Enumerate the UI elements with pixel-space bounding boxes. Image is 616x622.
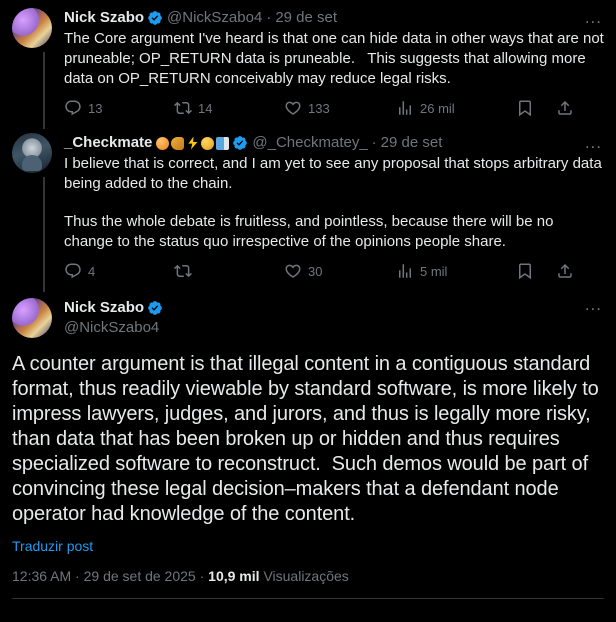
avatar[interactable] — [12, 8, 52, 48]
more-options-button[interactable]: ... — [584, 133, 602, 152]
retweet-count: 14 — [198, 100, 213, 116]
like-button[interactable] — [284, 99, 396, 117]
tweet-text: Thus the whole debate is fruitless, and pointless, because there will be no change to the status quo irrespective of the opinions people share. — [64, 213, 558, 250]
bookmark-icon — [516, 262, 534, 280]
share-icon — [556, 99, 574, 117]
reply-count: 4 — [88, 263, 96, 279]
tweet-header — [64, 8, 604, 28]
bookmark-button[interactable] — [516, 99, 534, 117]
tweet-actions — [64, 99, 574, 117]
book-emoji — [216, 137, 229, 150]
retweet-icon — [174, 262, 192, 280]
tweet-body — [64, 8, 609, 125]
share-button[interactable] — [556, 99, 574, 117]
avatar[interactable] — [12, 133, 52, 173]
tweet-text: I believe that is correct, and I am yet to see any proposal that stops arbitrary data being added to the chain. — [64, 155, 606, 192]
avatar-column — [12, 133, 52, 288]
verified-badge-icon — [232, 135, 248, 151]
retweet-button[interactable] — [174, 99, 284, 117]
tweet-date: 29 de set de 2025 — [83, 568, 196, 584]
author-handle[interactable]: @_Checkmatey_ — [252, 134, 368, 151]
tweet-metadata — [12, 568, 604, 598]
timestamp[interactable]: 29 de set — [275, 9, 338, 26]
author-name[interactable]: Nick Szabo — [64, 9, 145, 26]
more-options-button[interactable]: ... — [584, 295, 602, 314]
heart-icon — [284, 262, 302, 280]
views-button[interactable] — [396, 262, 516, 280]
like-count: 30 — [308, 263, 323, 279]
verified-badge-icon — [147, 300, 163, 316]
focused-tweet — [0, 288, 616, 598]
tweet-actions — [64, 262, 574, 280]
timestamp[interactable]: 29 de set — [380, 134, 443, 151]
author-line — [64, 298, 163, 318]
tweet-header — [64, 133, 604, 153]
heart-icon — [284, 99, 302, 117]
author-handle[interactable]: @NickSzabo4 — [64, 319, 160, 336]
focused-tweet-text: A counter argument is that illegal content in a contiguous standard format, thus readily viewable by standard software, is more likely to impress lawyers, judges, and jurors, and thus is legally more risky, than data that has been broken up or hidden and thus requires specialized software to reconstruct. Such demos would be part of convincing these legal decision–makers that a defendant node operator had knowledge of the content. — [12, 353, 605, 525]
author-block — [64, 298, 163, 338]
tweet-text: The Core argument I've heard is that one can hide data in other ways that are not pruneable; OP_RETURN data is pruneable. This suggests that allowing more data on OP_RETURN conceivably may reduce legal risks. — [64, 30, 609, 87]
retweet-button[interactable] — [174, 262, 284, 280]
header-separator: · — [371, 134, 377, 151]
lightning-bolt-emoji — [186, 137, 199, 150]
author-handle[interactable]: @NickSzabo4 — [167, 9, 263, 26]
avatar-column — [12, 8, 52, 125]
views-count: 5 mil — [420, 263, 448, 279]
views-count: 26 mil — [420, 100, 455, 116]
views-button[interactable] — [396, 99, 516, 117]
orange-circle-emoji — [156, 137, 169, 150]
views-label: Visualizações — [263, 568, 349, 584]
share-icon — [556, 262, 574, 280]
reply-button[interactable] — [64, 99, 174, 117]
key-emoji — [171, 137, 184, 150]
meta-separator-2: · — [199, 568, 205, 584]
author-name[interactable]: Nick Szabo — [64, 299, 145, 316]
author-name[interactable]: _Checkmate — [64, 134, 153, 151]
tweet-item[interactable] — [0, 0, 616, 125]
bookmark-icon — [516, 99, 534, 117]
avatar-column — [12, 298, 52, 338]
avatar[interactable] — [12, 298, 52, 338]
views-count: 10,9 mil — [208, 568, 260, 584]
header-separator: · — [266, 9, 272, 26]
reply-button[interactable] — [64, 262, 174, 280]
tweet-item[interactable] — [0, 125, 616, 288]
like-count: 133 — [308, 100, 330, 116]
bookmark-button[interactable] — [516, 262, 534, 280]
tweet-body — [64, 133, 604, 288]
reply-icon — [64, 262, 82, 280]
tweet-time: 12:36 AM — [12, 568, 72, 584]
like-button[interactable] — [284, 262, 396, 280]
author-name-emojis — [156, 137, 229, 150]
more-options-button[interactable]: ... — [584, 8, 602, 27]
share-button[interactable] — [556, 262, 574, 280]
translate-post-link[interactable]: Traduzir post — [12, 538, 94, 554]
analytics-icon — [396, 99, 414, 117]
verified-badge-icon — [147, 10, 163, 26]
bottom-strip — [0, 599, 616, 613]
retweet-icon — [174, 99, 192, 117]
meta-separator-1: · — [75, 568, 80, 584]
focused-tweet-header — [12, 295, 604, 338]
reply-count: 13 — [88, 100, 103, 116]
analytics-icon — [396, 262, 414, 280]
face-emoji — [201, 137, 214, 150]
reply-icon — [64, 99, 82, 117]
